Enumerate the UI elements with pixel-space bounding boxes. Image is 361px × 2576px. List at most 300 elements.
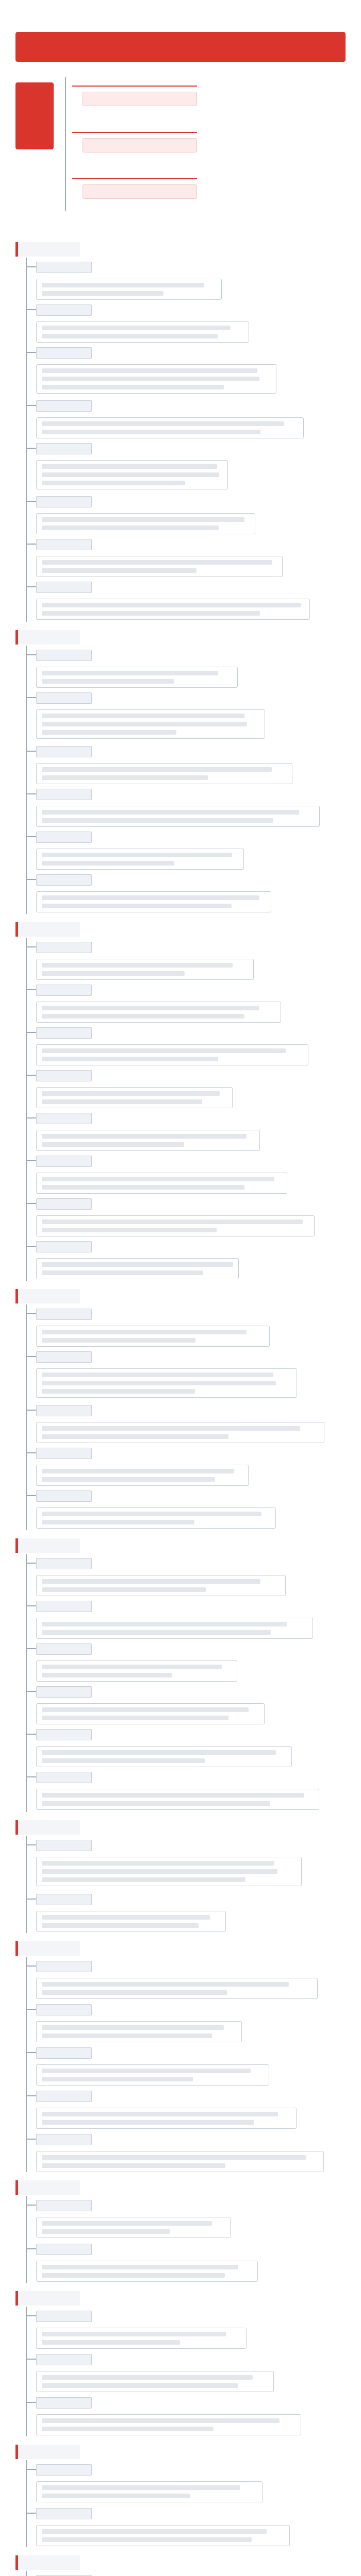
branch-connector: [26, 1776, 36, 1777]
summary-group: [72, 72, 197, 106]
entry: [36, 1156, 287, 1194]
entry: [36, 582, 310, 620]
branch-connector: [26, 266, 36, 267]
entry-body: [36, 2525, 290, 2546]
entry: [36, 2047, 269, 2086]
entry-body: [36, 1044, 308, 1065]
section-title: [15, 2291, 80, 2306]
entry-text-line: [42, 1185, 244, 1190]
entry-head: [36, 1448, 92, 1459]
entry: [36, 443, 228, 489]
entry-head: [36, 789, 92, 800]
entry-text-line: [42, 1512, 261, 1516]
entry: [36, 874, 271, 912]
entry: [36, 692, 265, 739]
entry-body: [36, 849, 244, 870]
branch-connector: [26, 1734, 36, 1735]
entry-text-line: [42, 1014, 244, 1019]
entry-head: [36, 985, 92, 996]
branch-connector: [26, 1452, 36, 1453]
summary-item: [83, 92, 197, 106]
entry: [36, 832, 244, 870]
entry-text-line: [42, 2332, 226, 2336]
entry-head: [36, 400, 92, 412]
entry-text-line: [42, 1006, 259, 1010]
entry: [36, 539, 283, 577]
entry-text-line: [42, 1579, 260, 1584]
entry: [36, 496, 255, 534]
entry-text-line: [42, 421, 284, 426]
entry-text-line: [42, 1869, 277, 1874]
section-spine: [26, 1957, 27, 2172]
branch-connector: [26, 2205, 36, 2206]
entry-text-line: [42, 1716, 228, 1720]
entry-text-line: [42, 818, 273, 823]
entry: [36, 2091, 297, 2129]
entry-text-line: [42, 2340, 180, 2345]
entry-text-line: [42, 2069, 251, 2073]
entry-text-line: [42, 714, 244, 718]
section-spine: [26, 1554, 27, 1812]
branch-connector: [26, 1691, 36, 1692]
entry-text-line: [42, 1622, 287, 1626]
entry-body: [36, 1465, 249, 1486]
entry-head: [36, 832, 92, 843]
entry-text-line: [42, 971, 185, 976]
section: [15, 2555, 346, 2576]
branch-connector: [26, 1160, 36, 1161]
entry: [36, 1027, 308, 1065]
entry-text-line: [42, 1426, 300, 1431]
branch-connector: [26, 2315, 36, 2316]
entry-text-line: [42, 1134, 247, 1139]
section-title: [15, 242, 80, 257]
section: [15, 1941, 346, 2177]
entry-head: [36, 2200, 92, 2211]
branch-connector: [26, 1495, 36, 1496]
entry: [36, 347, 276, 394]
entry-text-line: [42, 861, 174, 866]
section-title: [15, 1941, 80, 1956]
entry: [36, 650, 238, 688]
summary-group: [72, 165, 197, 199]
section-spine: [26, 2460, 27, 2547]
branch-connector: [26, 2139, 36, 2140]
branch-connector: [26, 586, 36, 587]
entry-head: [36, 1405, 92, 1416]
entry-body: [36, 1575, 286, 1596]
branch-connector: [26, 2469, 36, 2470]
entry: [36, 2508, 290, 2546]
entry-text-line: [42, 1990, 227, 1995]
title-banner: [15, 32, 346, 62]
entry-text-line: [42, 722, 247, 726]
section-title: [15, 922, 80, 937]
entry-body: [36, 1857, 302, 1886]
entry-body: [36, 1002, 281, 1023]
entry-text-line: [42, 377, 259, 381]
entry-text-line: [42, 2485, 240, 2490]
entry: [36, 2200, 231, 2238]
entry-body: [36, 364, 276, 394]
entry-head: [36, 2004, 92, 2015]
entry-body: [36, 1215, 315, 1236]
entry-text-line: [42, 730, 176, 735]
section: [15, 922, 346, 1286]
entry-body: [36, 806, 320, 827]
branch-connector: [26, 879, 36, 880]
branch-connector: [26, 2248, 36, 2249]
entry-head: [36, 2311, 92, 2322]
entry-text-line: [42, 1099, 202, 1104]
entry-body: [36, 1978, 318, 1999]
entry-body: [36, 1130, 260, 1151]
branch-connector: [26, 1075, 36, 1076]
entry-head: [36, 1772, 92, 1783]
entry-text-line: [42, 963, 233, 968]
entry-text-line: [42, 1923, 199, 1928]
branch-connector: [26, 2095, 36, 2096]
summary-spine: [65, 77, 66, 211]
entry-body: [36, 1618, 313, 1639]
branch-connector: [26, 1563, 36, 1564]
entry-head: [36, 443, 92, 454]
entry-text-line: [42, 517, 244, 522]
entry-body: [36, 2328, 247, 2349]
summary-group-title: [72, 165, 197, 179]
entry-text-line: [42, 385, 224, 389]
entry-body: [36, 1911, 226, 1932]
entry-head: [36, 746, 92, 757]
entry-head: [36, 1156, 92, 1167]
entry-body: [36, 321, 249, 343]
entry-head: [36, 1686, 92, 1698]
entry: [36, 1772, 319, 1810]
entry-text-line: [42, 1673, 172, 1677]
entry-text-line: [42, 1270, 203, 1275]
section-spine: [26, 258, 27, 622]
branch-connector: [26, 448, 36, 449]
entry-body: [36, 1258, 239, 1279]
entry: [36, 1686, 265, 1724]
entry-head: [36, 942, 92, 953]
entry-text-line: [42, 1262, 233, 1267]
entry-body: [36, 1368, 297, 1398]
entry: [36, 1840, 302, 1886]
entry-text-line: [42, 2265, 238, 2269]
entry-body: [36, 1507, 276, 1529]
entry-text-line: [42, 526, 219, 530]
entry-text-line: [42, 775, 208, 780]
entry-body: [36, 417, 304, 438]
entry: [36, 2244, 258, 2282]
section-title: [15, 1538, 80, 1553]
entry-text-line: [42, 611, 260, 616]
entry-body: [36, 1746, 292, 1767]
entry-text-line: [42, 1793, 304, 1798]
entry: [36, 2464, 262, 2502]
branch-connector: [26, 501, 36, 502]
entry-text-line: [42, 2375, 253, 2380]
branch-connector: [26, 1313, 36, 1314]
entry: [36, 2134, 324, 2172]
branch-connector: [26, 751, 36, 752]
entry: [36, 1070, 233, 1108]
summary-block: [15, 72, 346, 227]
entry-text-line: [42, 326, 231, 330]
entry-head: [36, 2091, 92, 2102]
section: [15, 1538, 346, 1817]
entry-head: [36, 1840, 92, 1851]
branch-connector: [26, 793, 36, 794]
entry-head: [36, 2464, 92, 2476]
section-title: [15, 2445, 80, 2459]
summary-lead-box: [15, 82, 54, 149]
entry-text-line: [42, 1057, 218, 1061]
entry-text-line: [42, 1520, 194, 1524]
entry-head: [36, 2047, 92, 2059]
section-title: [15, 1289, 80, 1303]
entry-head: [36, 2397, 92, 2409]
entry-text-line: [42, 767, 272, 772]
entry-text-line: [42, 1338, 195, 1343]
branch-connector: [26, 544, 36, 545]
entry-head: [36, 874, 92, 886]
entry-text-line: [42, 1228, 217, 1232]
entry: [36, 1894, 226, 1932]
entry-head: [36, 1113, 92, 1124]
entry-body: [36, 763, 292, 784]
entry-head: [36, 2508, 92, 2519]
entry-text-line: [42, 2025, 224, 2030]
branch-connector: [26, 2402, 36, 2403]
entry: [36, 2004, 242, 2042]
entry-text-line: [42, 1219, 303, 1224]
entry-text-line: [42, 1177, 274, 1181]
entry-body: [36, 1660, 237, 1682]
entry: [36, 2397, 301, 2435]
entry-text-line: [42, 1389, 195, 1394]
branch-connector: [26, 1605, 36, 1606]
branch-connector: [26, 1965, 36, 1967]
entry-body: [36, 599, 310, 620]
entry: [36, 1113, 260, 1151]
branch-connector: [26, 946, 36, 947]
entry-text-line: [42, 1142, 184, 1147]
entry-text-line: [42, 1091, 220, 1096]
section-title: [15, 2555, 80, 2570]
section-spine: [26, 2196, 27, 2283]
entry-head: [36, 1601, 92, 1612]
entry: [36, 262, 222, 300]
entry: [36, 400, 304, 438]
entry-head: [36, 650, 92, 661]
entry-text-line: [42, 603, 301, 607]
entry-text-line: [42, 334, 218, 338]
entry-text-line: [42, 671, 218, 675]
entry-text-line: [42, 2155, 306, 2160]
entry-text-line: [42, 2537, 252, 2542]
entry-text-line: [42, 1587, 206, 1592]
entry: [36, 2311, 247, 2349]
entry-text-line: [42, 810, 299, 815]
entry-body: [36, 1789, 319, 1810]
entry-head: [36, 2354, 92, 2365]
section: [15, 242, 346, 627]
entry-body: [36, 1703, 265, 1724]
entry-head: [36, 1490, 92, 1502]
entry-head: [36, 1241, 92, 1252]
branch-connector: [26, 697, 36, 698]
entry-head: [36, 1198, 92, 1210]
entry: [36, 1309, 270, 1347]
entry-head: [36, 1070, 92, 1081]
branch-connector: [26, 654, 36, 655]
entry-text-line: [42, 1758, 205, 1763]
section-title: [15, 1820, 80, 1835]
entry-body: [36, 2217, 231, 2238]
summary-group-title: [72, 118, 197, 133]
summary-group-title: [72, 72, 197, 87]
entry: [36, 1643, 237, 1682]
entry-text-line: [42, 1630, 271, 1635]
entry-text-line: [42, 2529, 267, 2534]
entry: [36, 1448, 249, 1486]
entry-head: [36, 582, 92, 593]
entry: [36, 1558, 286, 1596]
entry-text-line: [42, 1707, 249, 1712]
entry-body: [36, 2108, 297, 2129]
branch-connector: [26, 1203, 36, 1204]
entry: [36, 942, 254, 980]
section-spine: [26, 2571, 27, 2576]
entry-text-line: [42, 1477, 215, 1482]
branch-connector: [26, 405, 36, 406]
entry: [36, 1490, 276, 1529]
branch-connector: [26, 836, 36, 837]
entry-body: [36, 891, 271, 912]
entry: [36, 1729, 292, 1767]
entry: [36, 2354, 274, 2392]
branch-connector: [26, 2009, 36, 2010]
section-spine: [26, 2307, 27, 2436]
entry-text-line: [42, 1372, 273, 1377]
entry-head: [36, 2134, 92, 2145]
entry: [36, 1198, 315, 1236]
entry-head: [36, 1558, 92, 1569]
entry-text-line: [42, 2494, 190, 2498]
entry-text-line: [42, 2221, 212, 2226]
entry: [36, 304, 249, 343]
entry-body: [36, 667, 238, 688]
branch-connector: [26, 352, 36, 353]
entry-body: [36, 1087, 233, 1108]
entry-text-line: [42, 2033, 212, 2038]
section: [15, 1289, 346, 1535]
branch-connector: [26, 1117, 36, 1118]
section-spine: [26, 1304, 27, 1530]
entry-text-line: [42, 1801, 270, 1806]
entry-text-line: [42, 1982, 289, 1987]
entry-body: [36, 2151, 324, 2172]
entry-text-line: [42, 2229, 170, 2234]
entry-head: [36, 1309, 92, 1320]
section-spine: [26, 1836, 27, 1933]
entry-head: [36, 347, 92, 359]
entry-head: [36, 1643, 92, 1655]
entry-text-line: [42, 1048, 286, 1053]
entry: [36, 746, 292, 784]
entry-head: [36, 1729, 92, 1740]
entry-text-line: [42, 1750, 276, 1755]
section: [15, 630, 346, 919]
entry: [36, 1405, 324, 1443]
entry-text-line: [42, 904, 232, 908]
entry-text-line: [42, 2427, 214, 2431]
entry-text-line: [42, 679, 174, 684]
entry-text-line: [42, 1861, 274, 1866]
branch-connector: [26, 1246, 36, 1247]
branch-connector: [26, 1899, 36, 1900]
entry-text-line: [42, 1469, 234, 1473]
entry-body: [36, 1173, 287, 1194]
entry: [36, 1351, 297, 1398]
entry-body: [36, 1422, 324, 1443]
entry-body: [36, 279, 222, 300]
entry-text-line: [42, 2273, 225, 2278]
entry-body: [36, 2064, 269, 2086]
entry-body: [36, 513, 255, 534]
entry-body: [36, 2021, 242, 2042]
entry-text-line: [42, 464, 217, 469]
entry: [36, 1961, 318, 1999]
summary-item: [83, 138, 197, 152]
entry-head: [36, 1027, 92, 1039]
section: [15, 2445, 346, 2552]
entry-body: [36, 2261, 258, 2282]
entry-body: [36, 2481, 262, 2502]
entry-text-line: [42, 472, 219, 477]
entry-text-line: [42, 1381, 276, 1385]
branch-connector: [26, 309, 36, 310]
section-title: [15, 2180, 80, 2195]
entry-text-line: [42, 2418, 280, 2423]
entry-head: [36, 692, 92, 704]
entry: [36, 985, 281, 1023]
summary-group: [72, 118, 197, 152]
entry-text-line: [42, 2112, 278, 2116]
branch-connector: [26, 1844, 36, 1845]
entry-text-line: [42, 1434, 228, 1439]
section: [15, 2291, 346, 2442]
entry-text-line: [42, 1665, 222, 1669]
section-title: [15, 630, 80, 645]
entry-body: [36, 2414, 301, 2435]
entry-text-line: [42, 2383, 238, 2388]
entry-head: [36, 1961, 92, 1972]
entry-body: [36, 959, 254, 980]
entry-text-line: [42, 430, 260, 434]
section: [15, 1820, 346, 1938]
entry: [36, 1601, 313, 1639]
entry-text-line: [42, 291, 163, 296]
branch-connector: [26, 2052, 36, 2053]
entry-head: [36, 1894, 92, 1905]
entry-text-line: [42, 568, 196, 573]
branch-connector: [26, 1356, 36, 1357]
entry-head: [36, 304, 92, 316]
branch-connector: [26, 1032, 36, 1033]
